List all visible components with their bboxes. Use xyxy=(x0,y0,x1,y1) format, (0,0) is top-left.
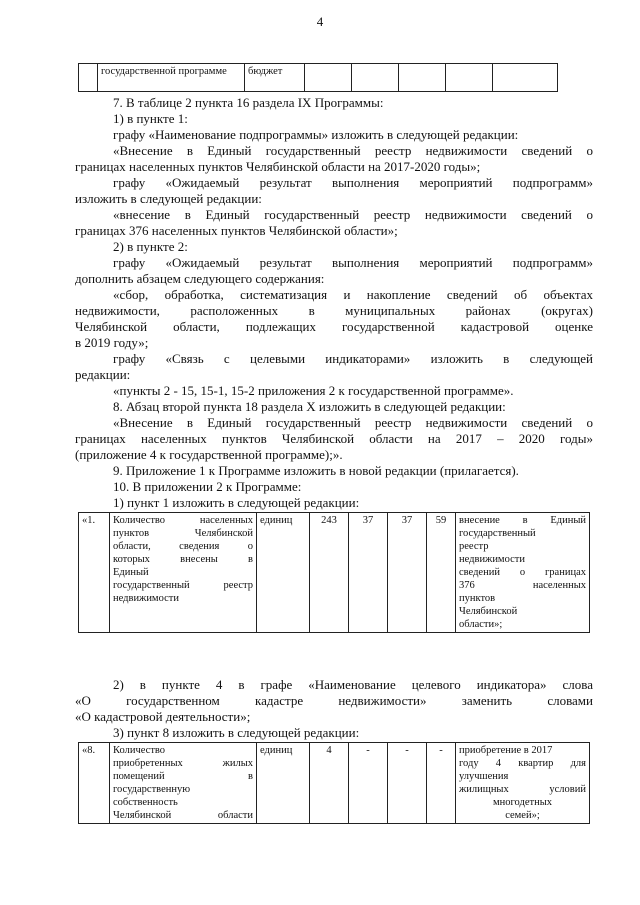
text-line: дополнить абзацем следующего содержания: xyxy=(75,271,325,286)
expected-result: внесение в Единый государственный реестр недвижимости сведений о границах 376 населенных пунктов Челябинской области»; xyxy=(456,513,590,633)
table-row xyxy=(79,743,590,824)
value-4: 59 xyxy=(427,513,456,633)
text-line: изложить в следующей редакции: xyxy=(75,191,262,206)
text-line: «сбор, обработка, систематизация и накопление сведений об объектах xyxy=(113,287,593,302)
indicator-table-2 xyxy=(78,742,590,824)
text-line: «Внесение в Единый государственный реестр недвижимости сведений о xyxy=(113,415,593,430)
text-line: графу «Связь с целевыми индикаторами» изложить в следующей xyxy=(113,351,593,366)
item-1-subheader: 1) пункт 1 изложить в следующей редакции: xyxy=(113,495,360,510)
top-table-budget: бюджет xyxy=(245,64,305,92)
item-2-header: 2) в пункте 2: xyxy=(113,239,188,254)
top-table-fragment xyxy=(78,63,558,92)
row-number: «1. xyxy=(79,513,110,633)
text-line: графу «Наименование подпрограммы» изложить в следующей редакции: xyxy=(113,127,519,142)
text-line: графу «Ожидаемый результат выполнения мероприятий подпрограмм» xyxy=(113,175,593,190)
value-1: 4 xyxy=(310,743,349,824)
text-line: «О государственном кадастре недвижимости» заменить словами xyxy=(75,693,593,708)
indicator-name: Количество населенных пунктов Челябинской области, сведения о которых внесены в Единый государственный реестр недвижимости xyxy=(110,513,257,633)
paragraph-10: 10. В приложении 2 к Программе: xyxy=(113,479,302,494)
text-line: границах населенных пунктов Челябинской области на 2017 – 2020 годы» xyxy=(75,431,593,446)
row-number: «8. xyxy=(79,743,110,824)
text-line: (приложение 4 к государственной программе);». xyxy=(75,447,343,462)
text-line: «Внесение в Единый государственный реестр недвижимости сведений о xyxy=(113,143,593,158)
text-line: «О кадастровой деятельности»; xyxy=(75,709,251,724)
text-line: «внесение в Единый государственный реестр недвижимости сведений о xyxy=(113,207,593,222)
text-line: Челябинской области, подлежащих государственной кадастровой оценке xyxy=(75,319,593,334)
value-3: - xyxy=(388,743,427,824)
text-line: графу «Ожидаемый результат выполнения мероприятий подпрограмм» xyxy=(113,255,593,270)
text-line: в 2019 году»; xyxy=(75,335,149,350)
paragraph-7: 7. В таблице 2 пункта 16 раздела IX Программы: xyxy=(113,95,384,110)
value-3: 37 xyxy=(388,513,427,633)
paragraph-8: 8. Абзац второй пункта 18 раздела X изложить в следующей редакции: xyxy=(113,399,506,414)
text-line: редакции: xyxy=(75,367,131,382)
paragraph-9: 9. Приложение 1 к Программе изложить в новой редакции (прилагается). xyxy=(113,463,519,478)
item-1-header: 1) в пункте 1: xyxy=(113,111,188,126)
page-number: 4 xyxy=(316,14,324,29)
text-line: границах населенных пунктов Челябинской области на 2017-2020 годы»; xyxy=(75,159,481,174)
expected-result: приобретение в 2017 году 4 квартир для улучшения жилищных условий многодетных семей»; xyxy=(456,743,590,824)
top-table-program: государственной программе xyxy=(98,64,245,92)
text-line: границах 376 населенных пунктов Челябинской области»; xyxy=(75,223,398,238)
text-line: «пункты 2 - 15, 15-1, 15-2 приложения 2 к государственной программе». xyxy=(113,383,514,398)
value-2: - xyxy=(349,743,388,824)
text-line: 2) в пункте 4 в графе «Наименование целевого индикатора» слова xyxy=(113,677,593,692)
unit: единиц xyxy=(257,513,310,633)
value-4: - xyxy=(427,743,456,824)
indicator-table-1 xyxy=(78,512,590,633)
indicator-name: Количество приобретенных жилых помещений в государственную собственность Челябинской области xyxy=(110,743,257,824)
value-1: 243 xyxy=(310,513,349,633)
item-3-header: 3) пункт 8 изложить в следующей редакции: xyxy=(113,725,360,740)
unit: единиц xyxy=(257,743,310,824)
text-line: недвижимости, расположенных в муниципальных районах (округах) xyxy=(75,303,593,318)
value-2: 37 xyxy=(349,513,388,633)
table-row xyxy=(79,513,590,633)
